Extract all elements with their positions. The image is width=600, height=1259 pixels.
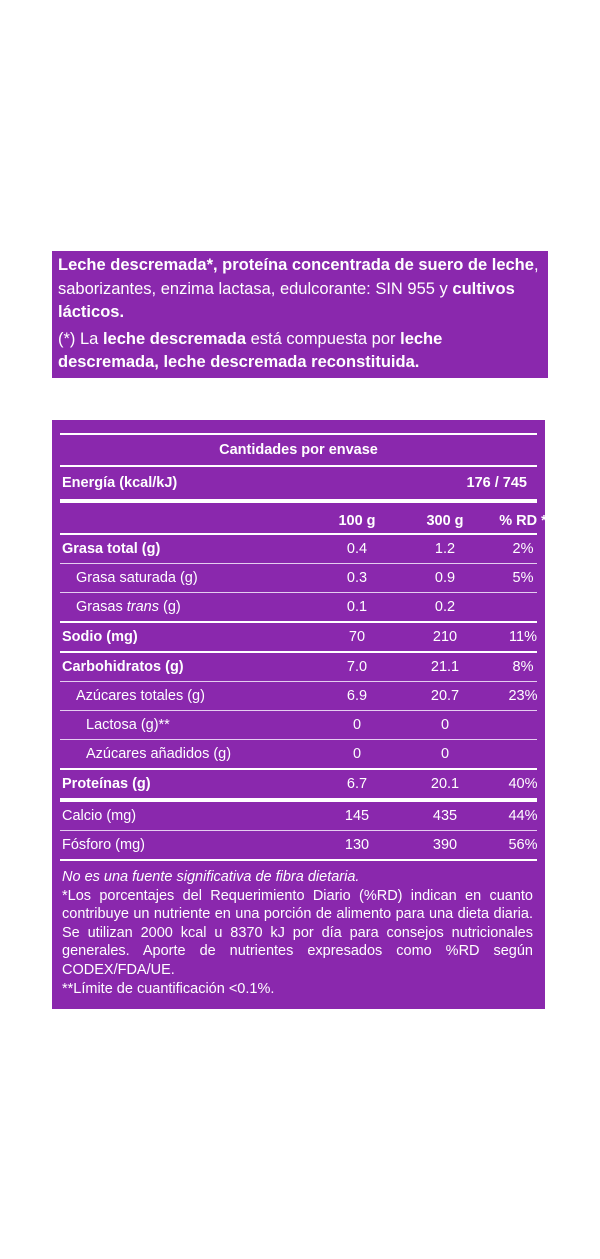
energy-value: 176 / 745 (466, 475, 527, 491)
ingredients-note (58, 328, 542, 375)
table-row (60, 653, 537, 681)
footnote-fiber: No es una fuente significativa de fibra dietaria. (62, 869, 360, 885)
ingredients-bold-2: cultivos lácticos. (58, 279, 515, 321)
table-row (60, 711, 537, 739)
row-value-300g: 0.9 (434, 570, 456, 586)
row-value-100g: 6.7 (346, 776, 368, 792)
row-label: Lactosa (g)** (86, 717, 170, 733)
row-label (76, 599, 181, 615)
row-value-300g: 0 (440, 717, 450, 733)
row-value-rd: 44% (508, 808, 538, 824)
row-label: Azúcares totales (g) (76, 688, 205, 704)
table-title: Cantidades por envase (219, 442, 378, 458)
note-mid: está compuesta por (246, 329, 401, 348)
row-label: Carbohidratos (g) (62, 659, 184, 675)
row-label: Fósforo (mg) (62, 837, 145, 853)
row-label: Sodio (mg) (62, 629, 138, 645)
column-headers (60, 503, 547, 533)
row-label-post: (g) (159, 599, 181, 615)
row-value-rd: 23% (508, 688, 538, 704)
row-value-100g: 145 (344, 808, 370, 824)
row-label-italic: trans (126, 599, 160, 615)
header-rd: % RD * (499, 513, 547, 529)
row-label: Grasa saturada (g) (76, 570, 198, 586)
ingredients-text (58, 254, 542, 325)
table-row (60, 770, 537, 798)
note-prefix: (*) La (58, 329, 103, 348)
energy-label: Energía (kcal/kJ) (62, 475, 178, 491)
row-value-300g: 20.7 (430, 688, 460, 704)
header-100g: 100 g (338, 513, 376, 529)
ingredients-bold-1: Leche descremada*, proteína concentrada de suero de leche (58, 256, 534, 274)
row-value-rd: 8% (512, 659, 534, 675)
row-value-300g: 1.2 (434, 541, 456, 557)
row-label: Calcio (mg) (62, 808, 137, 824)
row-value-300g: 0.2 (434, 599, 456, 615)
row-value-300g: 20.1 (430, 776, 460, 792)
row-value-rd: 2% (512, 541, 534, 557)
table-row (60, 564, 537, 592)
row-label: Proteínas (g) (62, 776, 151, 792)
ingredients-regular-1: , saborizantes, enzima lactasa, edulcorante: SIN 955 y (58, 256, 539, 298)
table-row (60, 802, 537, 830)
table-row (60, 593, 537, 621)
footnote-quantification-limit: **Límite de cuantificación <0.1%. (62, 980, 275, 997)
footnotes (60, 861, 537, 998)
table-row (60, 623, 537, 651)
header-300g: 300 g (426, 513, 464, 529)
row-label-pre: Grasas (76, 599, 127, 615)
footnote-rd: *Los porcentajes del Requerimiento Diario (%RD) indican en cuanto contribuye un nutriente en una porción de alimento para una dieta diaria. Se utilizan 2000 kcal u 8370 kJ por día para consejos nutricionales generales. Aporte de nutrientes expresados como %RD según CODEX/FDA/UE. (62, 887, 533, 978)
row-value-100g: 0 (352, 717, 362, 733)
table-row (60, 831, 537, 859)
row-value-100g: 0.3 (346, 570, 368, 586)
row-value-100g: 130 (344, 837, 370, 853)
note-bold-1: leche descremada (102, 329, 247, 348)
row-value-rd: 56% (508, 837, 538, 853)
row-value-300g: 0 (440, 746, 450, 762)
ingredients-box (52, 251, 548, 378)
row-value-300g: 210 (432, 629, 458, 645)
note-bold-2: leche descremada, leche descremada reconstituida. (58, 329, 443, 371)
table-row (60, 535, 537, 563)
row-value-rd: 11% (509, 629, 537, 645)
energy-row (60, 467, 537, 499)
row-label: Grasa total (g) (62, 541, 161, 557)
table-row (60, 740, 537, 768)
row-value-100g: 0 (352, 746, 362, 762)
row-value-rd: 40% (508, 776, 538, 792)
row-value-100g: 0.1 (346, 599, 368, 615)
nutrition-facts-panel (52, 420, 545, 1009)
row-value-300g: 21.1 (430, 659, 460, 675)
row-value-300g: 435 (432, 808, 458, 824)
row-value-100g: 0.4 (346, 541, 368, 557)
row-value-100g: 7.0 (346, 659, 368, 675)
row-value-100g: 6.9 (346, 688, 368, 704)
table-row (60, 682, 537, 710)
row-value-300g: 390 (432, 837, 458, 853)
row-label: Azúcares añadidos (g) (86, 746, 232, 762)
row-value-rd: 5% (512, 570, 534, 586)
row-value-100g: 70 (348, 629, 366, 645)
